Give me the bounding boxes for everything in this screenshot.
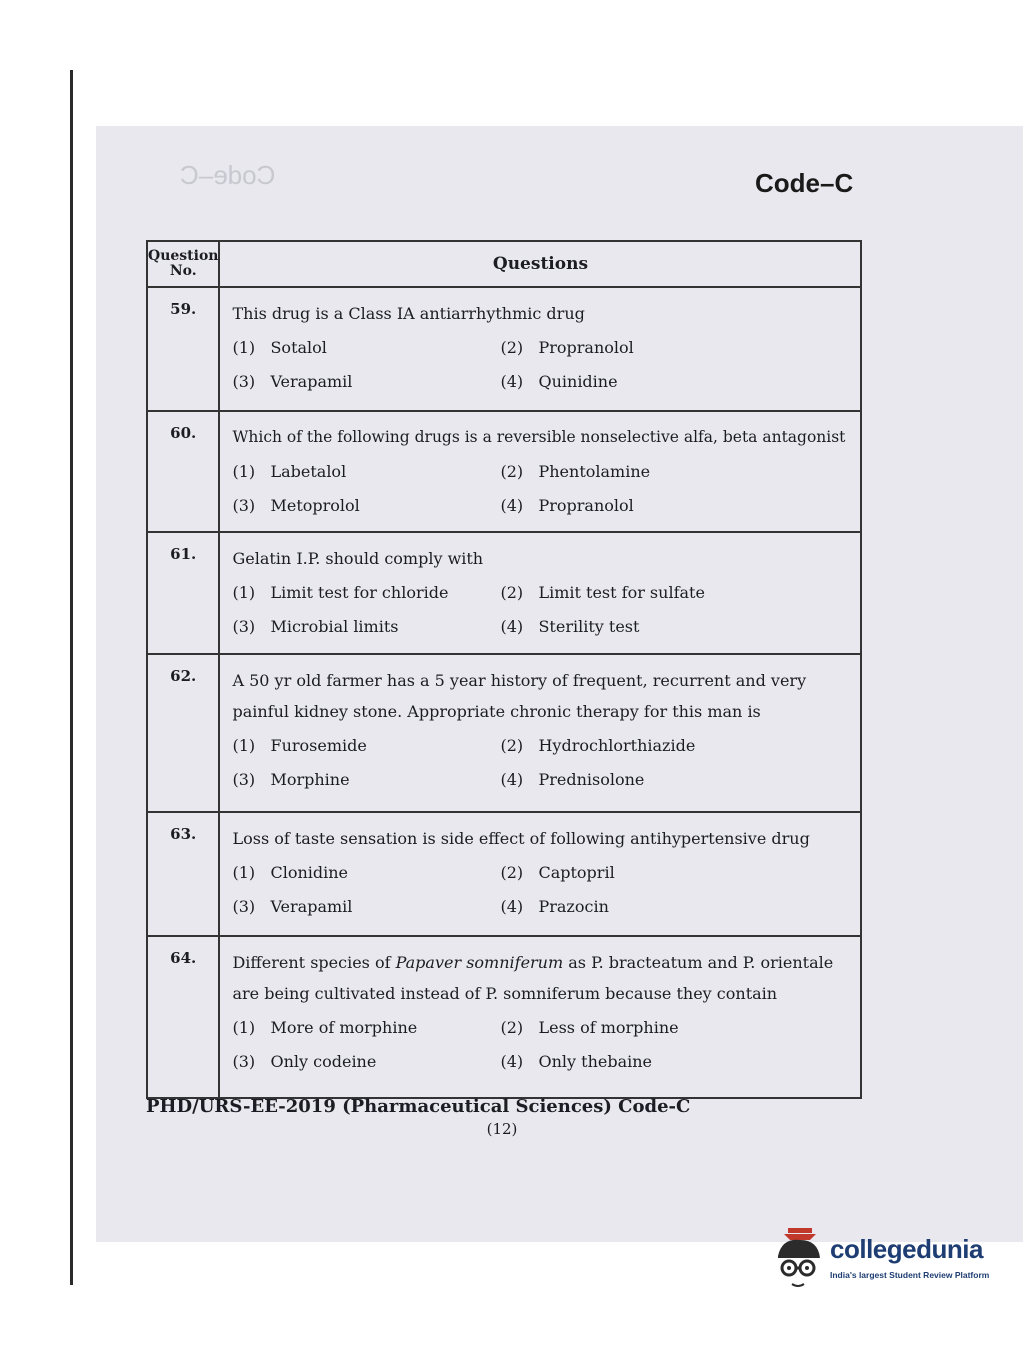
option [500,1011,852,1045]
option-number: (2) [500,736,524,755]
paper-code: Code–C [755,168,854,198]
option-number: (1) [232,338,256,357]
option-text: Only codeine [270,1052,377,1071]
question-body [219,532,861,654]
option [500,365,852,399]
option-text: Limit test for chloride [270,583,449,602]
option-text: Sotalol [270,338,327,357]
option-text: Morphine [270,770,350,789]
option-text: Propranolol [538,496,634,515]
option-number: (2) [500,583,524,602]
option-text: Prednisolone [538,770,645,789]
option-text: Only thebaine [538,1052,653,1071]
option [500,856,852,890]
option-text: Furosemide [270,736,367,755]
option-text: Microbial limits [270,617,399,636]
question-stem: Which of the following drugs is a reversible nonselective alfa, beta antagonist [232,428,846,446]
option [232,331,500,365]
question-row [147,411,861,532]
option [500,763,852,797]
option [232,1045,500,1079]
option-text: Less of morphine [538,1018,679,1037]
option-list [232,729,852,797]
option-list [232,856,852,924]
option-text: Labetalol [270,462,347,481]
option-number: (2) [500,1018,524,1037]
questions-header: Questions [219,241,861,287]
option-text: Limit test for sulfate [538,583,705,602]
question-number: 62. [147,654,219,812]
option [232,856,500,890]
option-number: (3) [232,770,256,789]
option [232,729,500,763]
question-row [147,532,861,654]
option-number: (1) [232,462,256,481]
option-number: (3) [232,897,256,916]
student-mascot-icon [770,1226,826,1296]
option-number: (3) [232,1052,256,1071]
option [500,576,852,610]
brand-name: collegedunia [830,1234,983,1264]
option [500,1045,852,1079]
question-body [219,411,861,532]
scan-edge [70,70,73,1285]
option-number: (3) [232,496,256,515]
option-number: (4) [500,372,524,391]
option-text: Captopril [538,863,615,882]
option-text: Phentolamine [538,462,651,481]
option-number: (2) [500,338,524,357]
question-number: 63. [147,812,219,936]
question-no-header: Question No. [147,241,219,287]
option-number: (1) [232,1018,256,1037]
option [500,729,852,763]
option-number: (1) [232,583,256,602]
option [232,455,500,489]
option-list [232,576,852,644]
species-name: Papaver somniferum [395,953,564,972]
option [232,890,500,924]
question-row [147,287,861,411]
option-number: (1) [232,736,256,755]
question-number: 61. [147,532,219,654]
option-number: (4) [500,617,524,636]
question-number: 64. [147,936,219,1098]
question-body [219,287,861,411]
question-body [219,654,861,812]
option [500,489,852,523]
question-stem [232,947,852,1009]
option-number: (4) [500,897,524,916]
table-header-row [147,241,861,287]
brand-tagline: India's largest Student Review Platform [830,1270,990,1280]
bleed-through-text: Code–C [180,160,276,190]
question-stem: This drug is a Class IA antiarrhythmic drug [232,304,585,323]
option-number: (4) [500,1052,524,1071]
option-number: (2) [500,462,524,481]
page-number: (12) [486,1120,518,1138]
option-text: Sterility test [538,617,640,636]
option [232,763,500,797]
question-body [219,936,861,1098]
question-stem-part: Different species of [232,953,396,972]
question-row [147,654,861,812]
option-number: (3) [232,372,256,391]
question-stem: Loss of taste sensation is side effect of following antihypertensive drug [232,829,810,848]
option [232,365,500,399]
option-text: Prazocin [538,897,609,916]
option [500,610,852,644]
option-list [232,455,852,523]
option-list [232,331,852,399]
option-text: Verapamil [270,372,353,391]
option [232,1011,500,1045]
question-row [147,812,861,936]
option [232,610,500,644]
option-text: More of morphine [270,1018,418,1037]
option-text: Metoprolol [270,496,360,515]
option-number: (4) [500,770,524,789]
option-number: (1) [232,863,256,882]
option-text: Hydrochlorthiazide [538,736,696,755]
option-number: (4) [500,496,524,515]
question-table [146,240,862,1099]
exam-footer: PHD/URS-EE-2019 (Pharmaceutical Sciences) Code-C [146,1096,691,1117]
option [500,890,852,924]
option-text: Propranolol [538,338,634,357]
collegedunia-watermark [770,1226,1000,1316]
option-text: Quinidine [538,372,618,391]
option [500,455,852,489]
question-number: 59. [147,287,219,411]
question-stem-part: as P. bracteatum and P. orientale are being cultivated instead of P. somniferum because they contain [232,953,834,1003]
option-number: (3) [232,617,256,636]
question-number: 60. [147,411,219,532]
option [232,576,500,610]
question-stem: A 50 yr old farmer has a 5 year history of frequent, recurrent and very painful kidney stone. Appropriate chronic therapy for this man is [232,671,807,721]
option [232,489,500,523]
option-text: Clonidine [270,863,349,882]
question-row [147,936,861,1098]
question-stem: Gelatin I.P. should comply with [232,549,484,568]
option-number: (2) [500,863,524,882]
option-text: Verapamil [270,897,353,916]
question-body [219,812,861,936]
option [500,331,852,365]
option-list [232,1011,852,1079]
